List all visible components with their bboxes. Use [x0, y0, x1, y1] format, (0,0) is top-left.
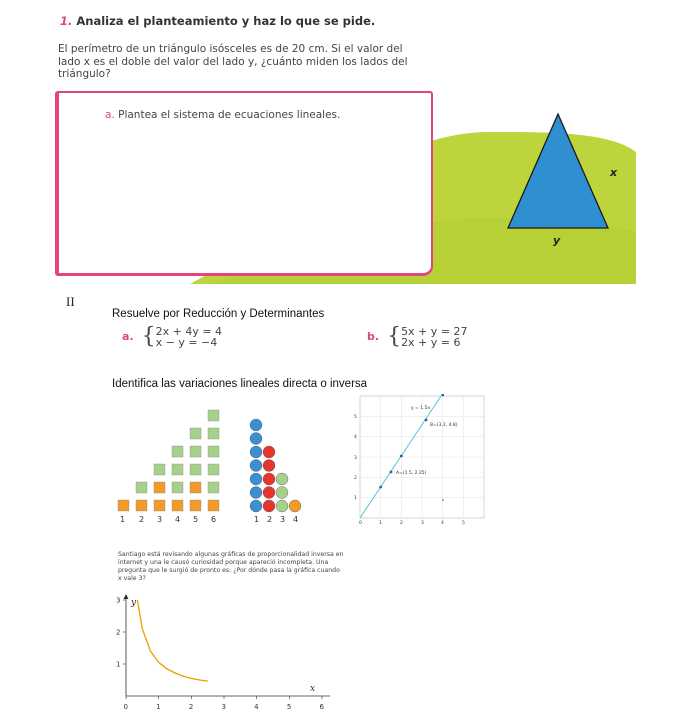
sq-label: 1	[120, 515, 126, 524]
system-b-eq2: 2x + y = 6	[401, 336, 461, 349]
section-title-text: Analiza el planteamiento y haz lo que se pide.	[76, 14, 376, 28]
subtitle-variations: Identifica las variaciones lineales directa o inversa	[112, 378, 368, 390]
x-tick-label: 4	[254, 703, 259, 711]
system-a-letter: a.	[122, 330, 134, 343]
brace-a: {	[141, 324, 156, 349]
tick: 4	[354, 435, 357, 440]
square-block	[190, 482, 201, 493]
answer-card[interactable]	[55, 91, 433, 276]
circle-block	[263, 500, 275, 512]
point-b-label: B=(3.2, 4.8)	[430, 423, 458, 428]
x-tick-label: 6	[319, 703, 324, 711]
ci-label: 2	[267, 515, 273, 524]
square-block	[154, 482, 165, 493]
circle-block	[250, 460, 262, 472]
tick: 1	[379, 521, 382, 526]
square-block	[118, 500, 129, 511]
y-tick-label: 1	[116, 660, 121, 669]
square-block	[154, 500, 165, 511]
circle-block	[250, 419, 262, 431]
tick: 4	[441, 521, 444, 526]
square-block	[208, 464, 219, 475]
triangle-base-label: y	[553, 234, 561, 247]
y-axis-label: y	[131, 598, 137, 608]
circles-figure	[244, 400, 316, 526]
line-point-b	[425, 419, 428, 422]
problem-statement: El perímetro de un triángulo isósceles es de 20 cm. Si el valor del lado x es el doble del valor del lado y, ¿cuánto miden los lados del triángulo?	[58, 43, 408, 80]
item-a	[105, 109, 340, 121]
circle-block	[263, 446, 275, 458]
sq-label: 3	[157, 515, 163, 524]
circle-block	[263, 487, 275, 499]
tick: 2	[354, 476, 357, 481]
circle-block	[250, 433, 262, 445]
tick: 3	[354, 456, 357, 461]
square-block	[190, 500, 201, 511]
square-block	[208, 482, 219, 493]
ci-label: 4	[293, 515, 299, 524]
squares-figure	[110, 400, 230, 526]
circle-block	[250, 473, 262, 485]
sq-label: 4	[175, 515, 181, 524]
circle-block	[263, 473, 275, 485]
tick: 0	[359, 521, 362, 526]
triangle-side-label: x	[610, 166, 618, 179]
line-point-a	[390, 471, 393, 474]
line-point	[379, 486, 382, 489]
sq-label: 2	[139, 515, 145, 524]
system-a	[122, 326, 222, 348]
square-block	[190, 446, 201, 457]
square-block	[208, 500, 219, 511]
system-b-eq1: 5x + y = 27	[401, 325, 468, 338]
square-block	[172, 464, 183, 475]
tick: 1	[354, 496, 357, 501]
point-a-label: A=(1.5, 2.25)	[396, 471, 427, 476]
circle-block	[276, 473, 288, 485]
tick: 3	[421, 521, 424, 526]
tick: 5	[462, 521, 465, 526]
ci-label: 1	[254, 515, 260, 524]
x-tick-label: 1	[156, 703, 161, 711]
circle-block	[289, 500, 301, 512]
square-block	[190, 464, 201, 475]
system-b	[367, 326, 468, 348]
x-tick-label: 5	[286, 703, 292, 711]
ci-label: 3	[280, 515, 286, 524]
item-letter: a.	[105, 109, 115, 121]
subtitle-reduction: Resuelve por Reducción y Determinantes	[112, 308, 325, 320]
system-a-eq2: x − y = −4	[155, 336, 218, 349]
y-tick-label: 2	[116, 628, 121, 637]
system-a-eq1: 2x + 4y = 4	[155, 325, 223, 338]
brace-b: {	[387, 324, 402, 349]
sq-label: 5	[193, 515, 199, 524]
circle-block	[250, 500, 262, 512]
square-block	[172, 446, 183, 457]
circle-block	[276, 487, 288, 499]
tick: 2	[400, 521, 403, 526]
stray-point	[442, 499, 444, 501]
item-text: Plantea el sistema de ecuaciones lineales.	[118, 109, 341, 121]
system-b-letter: b.	[367, 330, 380, 343]
square-block	[208, 428, 219, 439]
note-paragraph: Santiago está revisando algunas gráficas de proporcionalidad inversa en internet y una le causó curiosidad porque apareció incompleta. Una pregunta que le surgió de pronto es: ¿Por dónde pasa la gráfica cuando x vale 3?	[118, 551, 344, 582]
x-tick-label: 3	[221, 703, 226, 711]
circle-block	[263, 460, 275, 472]
x-tick-label: 2	[188, 703, 194, 711]
square-block	[208, 410, 219, 421]
line-eq-label: y = 1.5x	[411, 406, 431, 411]
square-block	[136, 500, 147, 511]
y-tick-label: 3	[116, 596, 121, 605]
sq-label: 6	[211, 515, 217, 524]
square-block	[172, 500, 183, 511]
square-block	[136, 482, 147, 493]
circle-block	[250, 446, 262, 458]
line-graph	[350, 394, 490, 528]
square-block	[172, 482, 183, 493]
section-roman-numeral: II	[66, 294, 75, 309]
section-title	[60, 14, 375, 28]
circle-block	[250, 487, 262, 499]
tick: 5	[354, 415, 357, 420]
square-block	[154, 464, 165, 475]
y-arrow	[124, 594, 129, 599]
line-point	[400, 455, 403, 458]
inverse-curve	[137, 600, 207, 681]
square-block	[190, 428, 201, 439]
x-axis-label: x	[310, 684, 316, 694]
section-number: 1.	[60, 14, 73, 28]
inverse-chart	[110, 592, 330, 712]
x-tick-label: 0	[123, 703, 128, 711]
circle-block	[276, 500, 288, 512]
square-block	[208, 446, 219, 457]
